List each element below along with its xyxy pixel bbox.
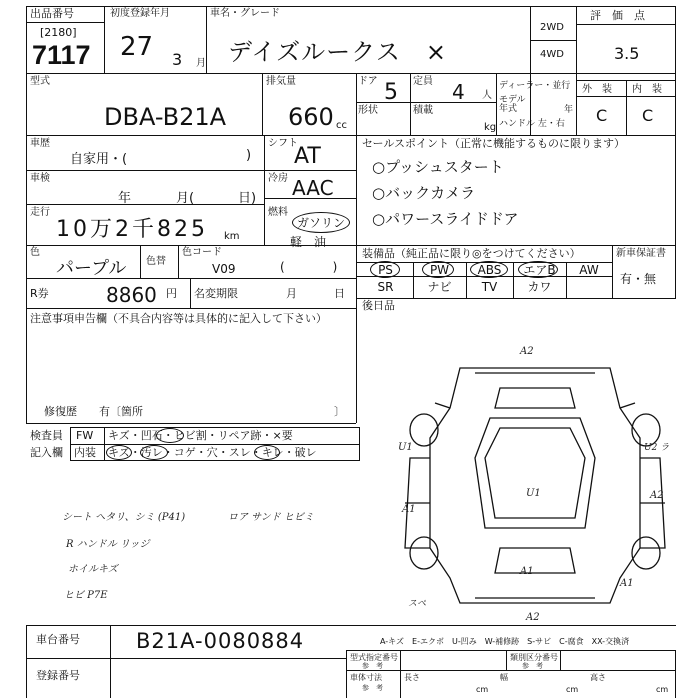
chassis-value: B21A-0080884 [136,629,305,653]
mark-u2-right: U2 ラ [644,443,670,453]
note-line-1: シート ヘタリ、シミ (P41) [62,512,186,523]
type-spec-label: 型式指定番号 [350,653,398,662]
circle-mark [140,445,168,460]
ext-label: 外 装 [582,84,612,95]
rule [356,298,357,423]
color-change-label: 色替 [146,256,166,267]
rule [26,73,676,74]
first-reg-month: 3 [172,50,183,69]
damage-legend: A-キズ E-エクボ U-凹み W-補修跡 S-サビ C-腐食 XX-交換済 [380,637,630,646]
rule [26,170,356,171]
capacity-unit: 人 [482,90,492,101]
shaken-month: 月( [176,191,195,206]
rule [576,80,675,81]
shaken-label: 車検 [30,173,50,184]
rule [356,135,357,305]
capacity-value: 4 [452,80,465,104]
rule [264,135,265,245]
equip-pw: PW [429,263,450,277]
type-spec-sub: 参 考 [362,662,383,670]
history-label: 車歴 [30,138,50,149]
mark-u1-left: U1 [398,442,413,453]
lot-sub: [2180] [40,26,77,39]
sales-point-2: ○バックカメラ [372,184,476,202]
rule [110,625,111,698]
class-sub: 参 考 [522,662,543,670]
mark-a2-right: A2 [650,490,664,501]
circle-mark [156,428,184,443]
rule [26,204,264,205]
grade-value: 3.5 [614,44,640,63]
rule [506,650,507,670]
shaken-day: 日) [238,191,257,206]
first-reg-label: 初度登録年月 [110,8,170,19]
grade-label: 評 価 点 [590,9,645,22]
fuel-alt: 軽 油 [290,235,327,249]
model-value: DBA-B21A [104,103,227,131]
car-name: デイズルークス × [228,38,447,66]
mark-a2-bottom: A2 [526,612,540,623]
drive-4wd: 4WD [540,49,564,60]
displacement-value: 660 [288,103,334,131]
capacity-label: 定員 [413,76,433,87]
rule [346,650,676,651]
rule [675,650,676,698]
load-unit: kg [484,122,497,133]
fw-label: FW [76,429,94,442]
rule [26,278,27,423]
history-value: 自家用・( [70,152,128,167]
note-line-2: ロア サンド ヒビミ [228,512,314,523]
mark-a1-right: A1 [620,578,634,589]
mileage-label: 走行 [30,207,50,218]
rule [356,73,357,135]
warranty-value: 有・無 [620,272,657,286]
rule [530,40,576,41]
name-deadline-month: 月 [286,287,297,300]
circle-mark [254,445,280,460]
rule [26,6,676,7]
rule [530,6,531,135]
rule [626,80,627,135]
load-label: 積載 [413,105,433,116]
mileage-unit: km [224,231,240,242]
color-code-value: V09 [212,262,236,276]
recycle-value: 8860 [106,283,157,307]
equip-ps: PS [378,263,393,277]
inspector-label-2: 記入欄 [30,446,63,459]
rule [560,650,561,670]
ext-value: C [596,106,608,125]
doors-value: 5 [384,80,398,105]
inspector-label-1: 検査員 [30,429,63,442]
equip-title: 装備品（純正品に限り◎をつけてください） [362,247,581,260]
int-value: C [642,106,654,125]
rule [675,6,676,298]
fw-items: キズ・凹石・ヒビ割・リペア跡・×要 [108,429,293,442]
rule [346,670,676,671]
sales-point-1: ○プッシュスタート [372,158,504,176]
int-items: キズ・汚レ・コゲ・穴・スレ・キレ・破レ [108,446,317,459]
first-reg-month-unit: 月 [196,58,206,69]
first-reg-year: 27 [120,32,154,62]
rule [496,73,497,135]
rule [612,245,613,298]
equip-tv: TV [481,280,498,294]
circle-mark [422,261,454,278]
mark-a1-left: A1 [402,504,416,515]
rear-seat-label: 後日品 [362,299,395,312]
rule [356,102,496,103]
equip-airbag: エアB [523,263,556,277]
mark-a1-bottom: A1 [520,566,534,577]
rule [104,6,105,73]
circle-mark [518,261,558,278]
rule [26,625,27,698]
dealer-label: ディーラー・並行 [499,81,571,91]
repair-label: 修復歴 有〔箇所 [44,405,143,418]
equip-aw: AW [579,263,599,277]
warranty-label: 新車保証書 [616,248,666,259]
rule [576,24,675,25]
color-label: 色 [30,247,40,258]
sales-point-3: ○パワースライドドア [372,210,519,228]
shape-label: 形状 [358,105,378,116]
fuel-value: ガソリン [292,212,350,233]
displacement-unit: cc [336,120,347,131]
ac-value: AAC [292,176,334,200]
mark-u1-center: U1 [526,488,541,499]
lot-number: 7117 [32,40,91,70]
rule [26,22,104,23]
shift-label: シフト [268,138,298,149]
name-label: 車名・グレード [210,8,280,19]
length-label: 車体寸法 [350,673,382,682]
displacement-label: 排気量 [266,76,296,87]
recycle-label: R券 [30,287,49,300]
rule [576,6,577,135]
notes-title: 注意事項申告欄（不具合内容等は具体的に記入して下さい） [30,312,327,325]
rule [262,73,263,135]
color-code-label: 色コード [182,247,222,258]
chassis-label: 車台番号 [36,633,80,646]
year-unit: 年 [564,105,574,115]
doors-label: ドア [358,76,378,87]
class-label: 類別区分番号 [510,653,558,662]
note-line-4: ホイルキズ [68,564,118,575]
rule [346,650,347,698]
note-line-5: ヒビ P7E [64,590,108,601]
rule [410,73,411,135]
circle-mark [370,261,400,278]
equip-navi: ナビ [427,280,452,294]
rule [206,6,207,73]
fuel-label: 燃料 [268,207,288,218]
length-name: 長さ [404,673,420,682]
rule [400,650,401,698]
width-name: 幅 [500,673,508,682]
rule [178,245,179,278]
rule [140,245,141,278]
color-value: パープル [56,258,127,279]
width-cm: cm [566,685,579,694]
equip-sr: SR [377,280,394,294]
equip-abs: ABS [477,263,502,277]
handle-label: ハンドル 左・右 [499,119,565,129]
rule [26,135,676,136]
rule [26,658,346,659]
rule [26,6,27,298]
rule [356,298,676,299]
lot-label: 出品番号 [30,7,74,20]
rule [356,245,676,246]
circle-mark [106,445,132,460]
height-cm: cm [656,685,669,694]
ac-label: 冷房 [268,173,288,184]
rule [26,308,356,309]
sales-title: セールスポイント（正常に機能するものに限ります） [362,137,626,150]
rule [190,278,191,308]
mark-spare: スペ [408,599,427,609]
repair-close: 〕 [334,405,345,418]
history-close: ) [246,148,252,163]
shift-value: AT [294,144,321,169]
equip-leather: カワ [527,280,552,294]
rule [104,427,105,461]
int-label: 内 装 [632,84,662,95]
recycle-unit: 円 [166,287,177,300]
note-line-3: R ハンドル リッジ [66,539,150,550]
name-deadline-label: 名変期限 [194,287,238,300]
length-cm: cm [476,685,489,694]
reg-label: 登録番号 [36,669,80,682]
name-deadline-day: 日 [334,287,345,300]
mileage-value: 10万2千825 [56,217,208,242]
circle-mark [470,261,508,278]
mark-a2-top: A2 [520,346,534,357]
height-name: 高さ [590,673,606,682]
int-label-2: 内装 [74,446,96,459]
shaken-year: 年 [118,191,132,206]
fuel-paren: ( ) [280,260,338,274]
model-label: 型式 [30,76,50,87]
length-sub: 参 考 [362,684,383,692]
rule [26,423,356,424]
model-year-label: モデル年式 [499,95,526,114]
drive-2wd: 2WD [540,22,564,33]
